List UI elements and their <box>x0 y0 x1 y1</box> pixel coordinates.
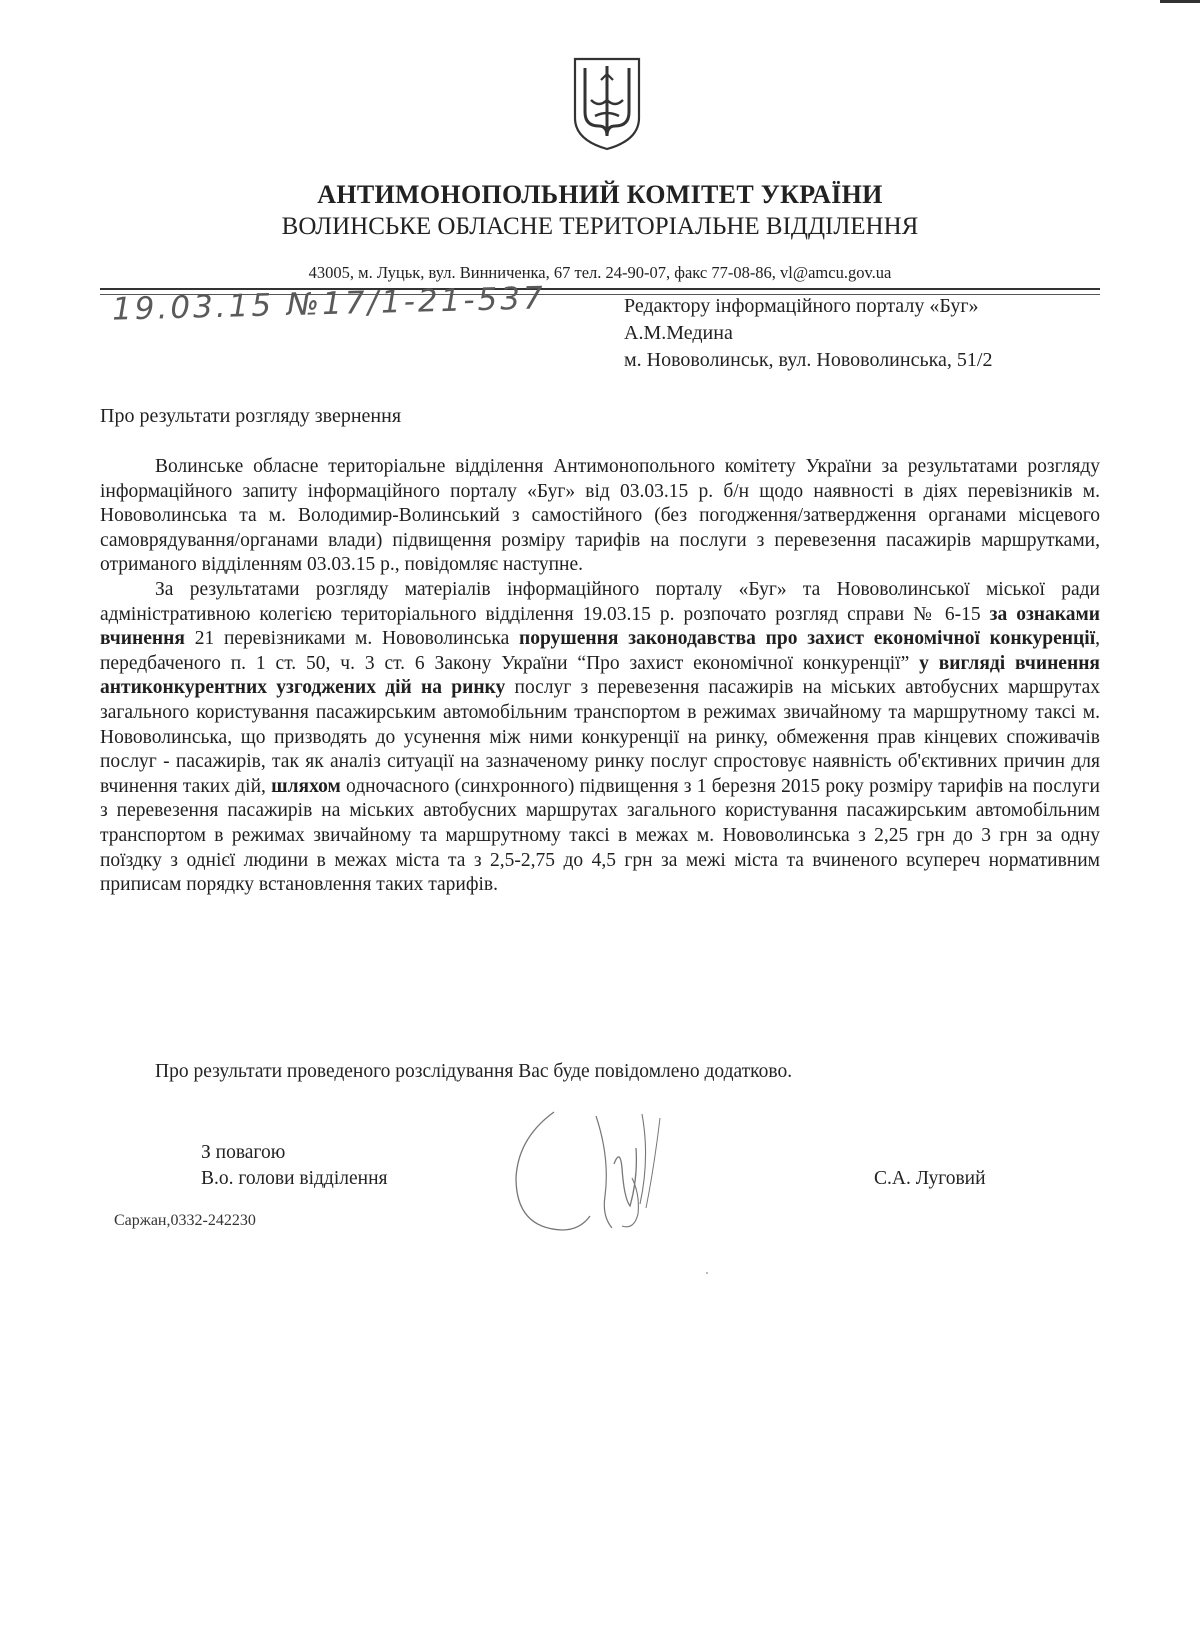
p2-bold-b: за ознаками вчинення <box>100 603 1100 650</box>
p2-text-a: За результатами розгляду матеріалів інформаційного порталу «Буг» та Нововолинської міської ради адміністративною колегією територіального відділення 19.03.15 р. розпочато розгляд справи № 6-15 <box>100 578 1100 625</box>
signatory-name: С.А. Луговий <box>874 1168 986 1189</box>
recipient-name: А.М.Медина <box>624 322 733 344</box>
p2-bold-h: шляхом <box>271 775 341 797</box>
handwritten-reference: 19.03.15 №17/1-21-537 <box>111 280 547 328</box>
body-paragraph-2 <box>100 578 1100 898</box>
p2-text-c: 21 перевізниками м. Нововолинська <box>184 628 519 650</box>
handwritten-signature <box>510 1108 700 1243</box>
recipient-block <box>624 293 992 374</box>
recipient-address: м. Нововолинськ, вул. Нововолинська, 51/2 <box>624 349 993 371</box>
closing-sentence: Про результати проведеного розслідування Вас буде повідомлено додатково. <box>155 1061 793 1082</box>
coat-of-arms-icon <box>571 56 643 152</box>
org-address: 43005, м. Луцьк, вул. Винниченка, 67 тел. 24-90-07, факс 77-08-86, vl@amcu.gov.ua <box>308 263 892 282</box>
letter-body <box>100 455 1100 898</box>
p2-text-e: , передбаченого п. 1 ст. 50, ч. 3 ст. 6 Закону України “Про захист економічної конкуренції” <box>100 628 1100 674</box>
scan-speck <box>706 1272 708 1274</box>
signature-regards: З повагою <box>201 1142 286 1163</box>
recipient-title: Редактору інформаційного порталу «Буг» <box>624 295 979 317</box>
org-title: АНТИМОНОПОЛЬНИЙ КОМІТЕТ УКРАЇНИ <box>317 180 883 209</box>
p2-bold-f: у вигляді вчинення антиконкурентних узгоджених дій на ринку <box>100 652 1100 699</box>
p2-text-g: послуг з перевезення пасажирів на міських автобусних маршрутах загального користування пасажирським автомобільним транспортом в режимах звичайному та маршрутному таксі м. Нововолинська, що призводять до усунення між ними конкуренції на ринку, обмеження прав кінцевих споживачів послуг - пасажирів, так як аналіз ситуації на зазначеному ринку послуг спростовує наявність об'єктивних причин для вчинення таких дій, <box>100 677 1100 797</box>
corner-mark <box>1160 0 1200 3</box>
signature-position: В.о. голови відділення <box>201 1168 388 1189</box>
executor-contact: Саржан,0332-242230 <box>114 1212 256 1229</box>
letter-subject: Про результати розгляду звернення <box>100 405 402 427</box>
body-paragraph-1: Волинське обласне територіальне відділення Антимонопольного комітету України за результатами розгляду інформаційного запиту інформаційного порталу «Буг» від 03.03.15 р. б/н щодо наявності в діях перевізників м. Нововолинська та м. Володимир-Волинський з самостійного (без погодження/затвердження органами місцевого самоврядування/органами влади) підвищення розміру тарифів на послуги з перевезення пасажирів маршрутками, отриманого відділенням 03.03.15 р., повідомляє наступне. <box>100 456 1100 576</box>
p2-bold-d: порушення законодавства про захист економічної конкуренції <box>518 628 1096 650</box>
p2-text-i: одночасного (синхронного) підвищення з 1 березня 2015 року розміру тарифів на послуги з перевезення пасажирів на міських автобусних маршрутах загального користування пасажирським автомобільним транспортом в режимах звичайному та маршрутному таксі в межах м. Нововолинська з 2,25 грн до 3 грн за одну поїздку з однієї людини в межах міста та з 2,5-2,75 до 4,5 грн за межі міста та вчиненого всупереч нормативним приписам порядку встановлення таких тарифів. <box>100 775 1100 896</box>
org-department: ВОЛИНСЬКЕ ОБЛАСНЕ ТЕРИТОРІАЛЬНЕ ВІДДІЛЕННЯ <box>281 213 919 240</box>
